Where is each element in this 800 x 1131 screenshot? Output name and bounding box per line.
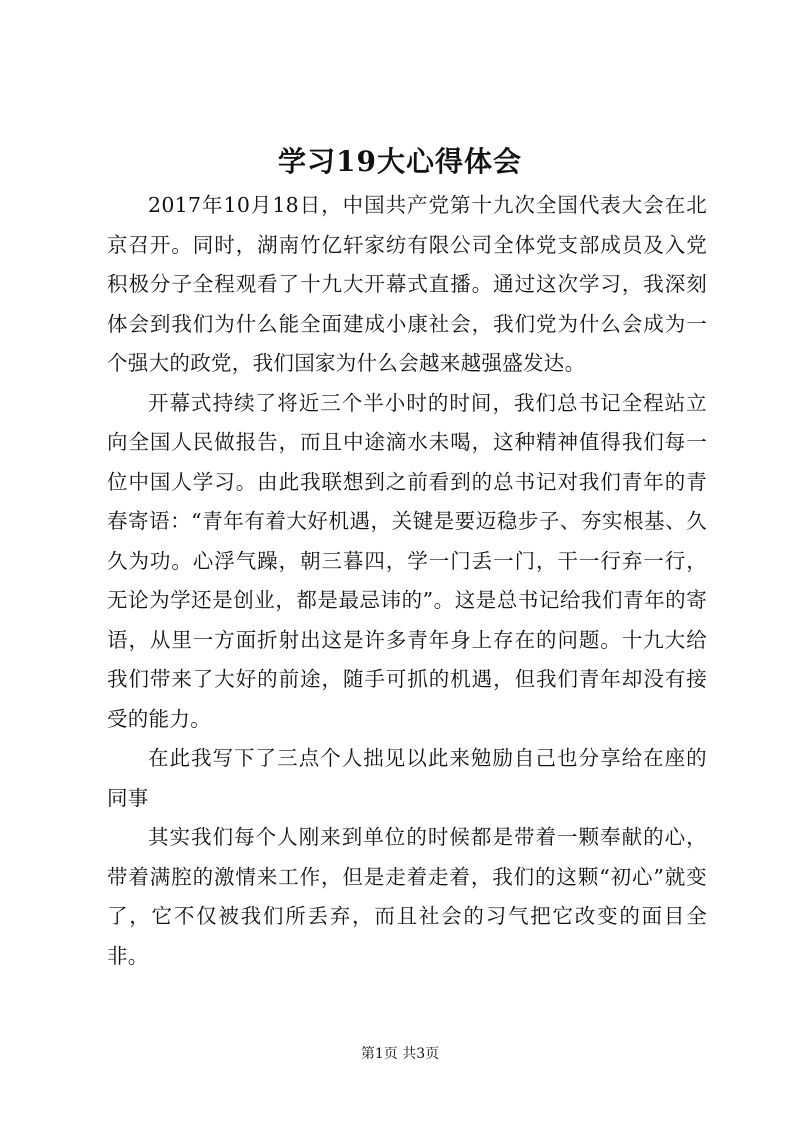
page-footer: 第1页 共3页 [360, 1046, 440, 1062]
paragraph-2: 开幕式持续了将近三个半小时的时间，我们总书记全程站立向全国人民做报告，而且中途滴水未喝，这种精神值得我们每一位中国人学习。由此我联想到之前看到的总书记对我们青年的青春寄语：“青年有着大好机遇，关键是要迈稳步子、夯实根基、久久为功。心浮气躁，朝三暮四，学一门丢一门，干一行弃一行，无论为学还是创业，都是最忌讳的”。这是总书记给我们青年的寄语，从里一方面折射出这是许多青年身上存在的问题。十九大给我们带来了大好的前途，随手可抓的机遇，但我们青年却没有接受的能力。 [107, 390, 707, 731]
document-body [107, 186, 707, 976]
document-title: 学习19大心得体会 [278, 145, 522, 178]
paragraph-4: 其实我们每个人刚来到单位的时候都是带着一颗奉献的心，带着满腔的激情来工作，但是走着走着，我们的这颗“初心”就变了，它不仅被我们所丢弃，而且社会的习气把它改变的面目全非。 [107, 825, 707, 968]
paragraph-3: 在此我写下了三点个人拙见以此来勉励自己也分享给在座的同事 [107, 746, 707, 810]
paragraph-1: 2017年10月18日，中国共产党第十九次全国代表大会在北京召开。同时，湖南竹亿轩家纺有限公司全体党支部成员及入党积极分子全程观看了十九大开幕式直播。通过这次学习，我深刻体会到我们为什么能全面建成小康社会，我们党为什么会成为一个强大的政党，我们国家为什么会越来越强盛发达。 [107, 193, 707, 375]
